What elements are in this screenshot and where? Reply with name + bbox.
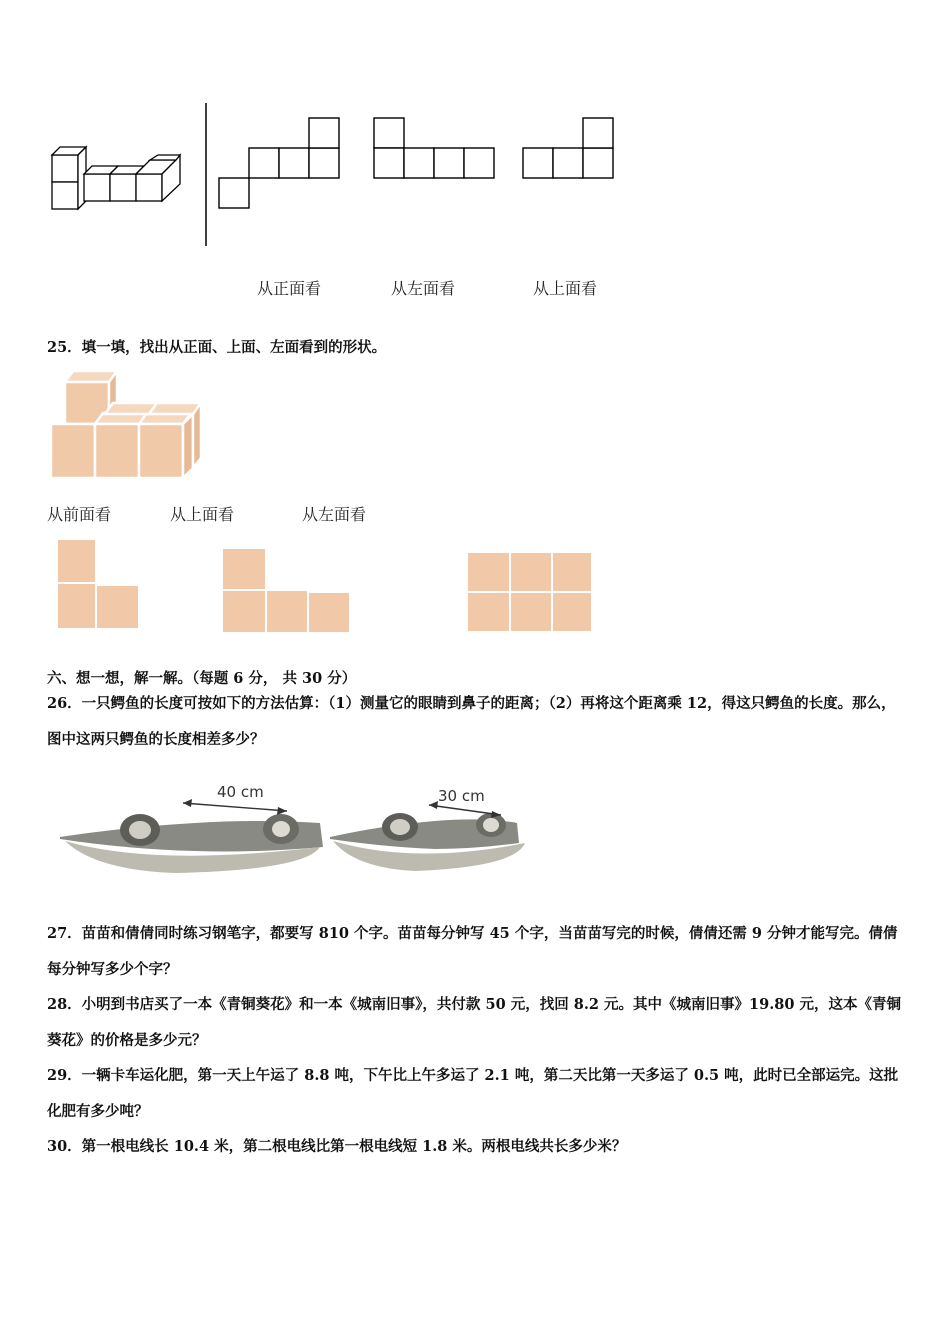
label-from-left: 从左面看 — [391, 279, 456, 298]
question-29: 29．一辆卡车运化肥，第一天上午运了 8.8 吨，下午比上午多运了 2.1 吨，第二天比第一天多运了 0.5 吨，此时已全部运完。这批化肥有多少吨？ — [47, 1067, 899, 1120]
question-28: 28．小明到书店买了一本《青铜葵花》和一本《城南旧事》，共付款 50 元，找回 8.2 元。其中《城南旧事》19.80 元，这本《青铜葵花》的价格是多少元？ — [47, 996, 901, 1049]
answer-view-front — [55, 537, 145, 633]
line-view-left — [374, 118, 494, 178]
question-27: 27．苗苗和倩倩同时练习钢笔字，都要写 810 个字。苗苗每分钟写 45 个字，当苗苗写完的时候，倩倩还需 9 分钟才能写完。倩倩每分钟写多少个字？ — [47, 925, 898, 978]
label-view-front: 从前面看 — [47, 505, 112, 524]
top-cube-figure — [0, 95, 640, 255]
cube-solid-drawing — [52, 147, 180, 209]
label-from-front: 从正面看 — [257, 279, 322, 298]
question-26: 26．一只鳄鱼的长度可按如下的方法估算：（1）测量它的眼睛到鼻子的距离；（2）再将这个距离乘 12，得这只鳄鱼的长度。那么，图中这两只鳄鱼的长度相差多少？ — [47, 695, 896, 748]
label-view-left: 从左面看 — [302, 505, 367, 524]
crocodile-1-measure: 40 cm — [217, 783, 264, 801]
crocodile-1 — [60, 799, 323, 873]
crocodile-figure — [55, 775, 535, 885]
answer-view-left — [465, 550, 595, 635]
question-25: 25．填一填，找出从正面、上面、左面看到的形状。 — [47, 339, 387, 356]
question-30: 30．第一根电线长 10.4 米，第二根电线比第一根电线短 1.8 米。两根电线共长多少米？ — [47, 1138, 627, 1155]
label-from-top: 从上面看 — [533, 279, 598, 298]
crocodile-2-measure: 30 cm — [438, 787, 485, 805]
crocodile-2 — [330, 801, 525, 871]
label-view-top: 从上面看 — [170, 505, 235, 524]
answer-view-top — [220, 546, 354, 636]
section-6-heading: 六、想一想，解一解。（每题 6 分， 共 30 分） — [47, 670, 357, 687]
line-view-top — [523, 118, 613, 178]
line-view-front — [219, 118, 339, 208]
cube-solid-colored — [45, 368, 210, 483]
